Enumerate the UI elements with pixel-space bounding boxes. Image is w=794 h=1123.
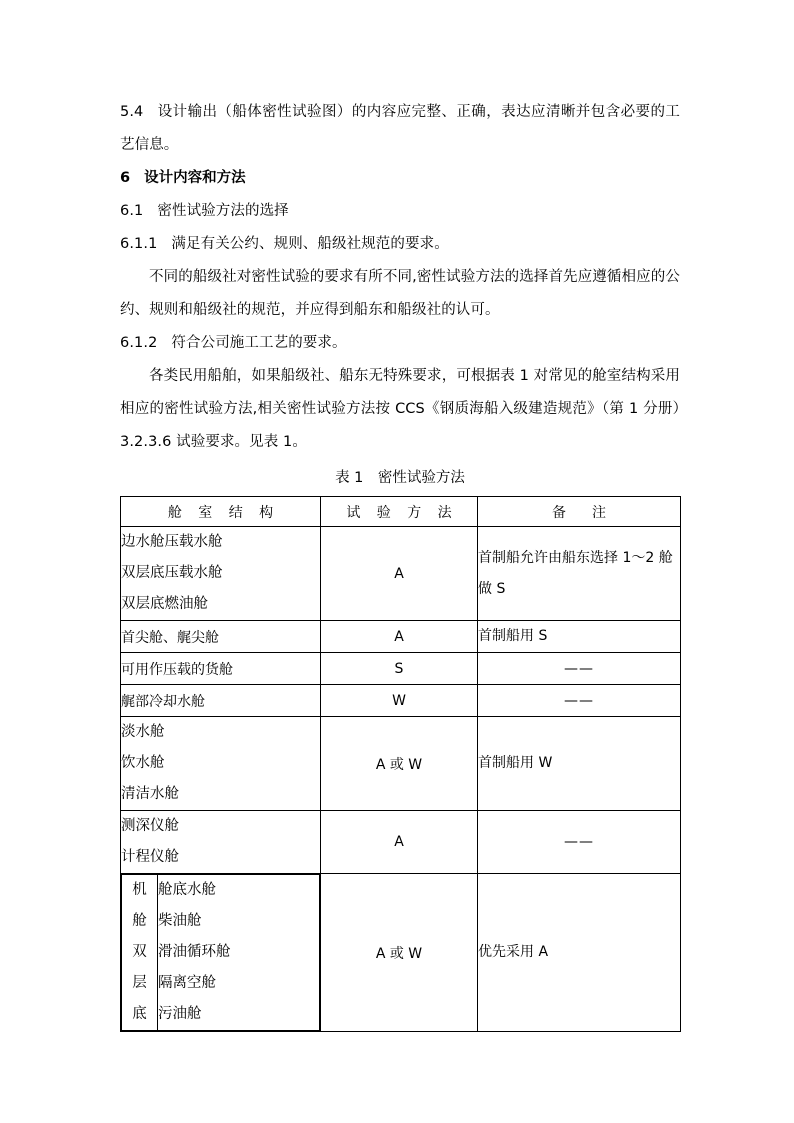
cell-method: S [321,653,478,685]
paragraph-6-1-2-number: 6.1.2 [120,335,158,351]
heading-6-number: 6 [120,170,131,186]
table-row [121,874,681,1032]
cell-structure: 可用作压载的货舱 [121,653,321,685]
structure-line: 双层底燃油舱 [121,596,208,612]
table-row [121,717,681,811]
structure-line: 测深仪舱 [121,818,179,834]
group-label-engine-room-double-bottom [122,875,158,1031]
paragraph-6-1 [120,195,680,228]
cell-method: W [321,685,478,717]
table-header-row [121,497,681,527]
paragraph-6-1-text: 密性试验方法的选择 [157,203,289,219]
heading-6 [120,162,680,195]
structure-line: 舱底水舱 [158,882,216,898]
cell-structure: 艉部冷却水舱 [121,685,321,717]
cell-note: —— [478,811,681,874]
group-label-char: 机 [132,882,147,898]
structure-line: 隔离空舱 [158,975,216,991]
cell-method: A [321,621,478,653]
group-label-char: 层 [132,975,147,991]
cell-note: 优先采用 A [478,874,681,1032]
paragraph-6-1-number: 6.1 [120,203,144,219]
group-label-char: 舱 [132,913,147,929]
paragraph-6-1-1 [120,228,680,261]
structure-line: 边水舱压载水舱 [121,534,223,550]
cell-structure [121,717,321,811]
table-row [121,685,681,717]
table-row [121,527,681,621]
cell-structure [121,811,321,874]
paragraph-6-1-1-body: 不同的船级社对密性试验的要求有所不同,密性试验方法的选择首先应遵循相应的公约、规则和船级社的规范，并应得到船东和船级社的认可。 [120,269,680,318]
cell-note: 首制船用 W [478,717,681,811]
column-header-method: 试 验 方 法 [321,497,478,527]
cell-method: A [321,527,478,621]
structure-line: 柴油舱 [158,913,202,929]
cell-note: —— [478,685,681,717]
nested-structure-table [121,874,320,1031]
cell-structure-grouped [121,874,321,1032]
paragraph-6-1-2 [120,327,680,360]
table-caption: 表 1 密性试验方法 [335,470,465,486]
cell-structure: 首尖舱、艉尖舱 [121,621,321,653]
paragraph-6-1-1-text: 满足有关公约、规则、船级社规范的要求。 [171,236,449,252]
structure-line: 淡水舱 [121,724,165,740]
paragraph-5-4-text: 设计输出（船体密性试验图）的内容应完整、正确，表达应清晰并包含必要的工艺信息。 [120,104,680,153]
table-row [121,811,681,874]
paragraph-5-4 [120,96,680,162]
structure-line: 污油舱 [158,1006,202,1022]
tightness-test-method-table [120,496,681,1032]
cell-method: A 或 W [321,874,478,1032]
paragraph-6-1-1-number: 6.1.1 [120,236,158,252]
structure-line: 滑油循环舱 [158,944,231,960]
table-row [121,621,681,653]
structure-line: 清洁水舱 [121,786,179,802]
heading-6-text: 设计内容和方法 [144,170,246,186]
grouped-structure-list [158,875,320,1031]
column-header-note: 备 注 [478,497,681,527]
table-row [121,653,681,685]
group-label-char: 双 [132,944,147,960]
cell-method: A 或 W [321,717,478,811]
cell-structure [121,527,321,621]
paragraph-6-1-2-body: 各类民用船舶，如果船级社、船东无特殊要求，可根据表 1 对常见的舱室结构采用相应的密性试验方法,相关密性试验方法按 CCS《钢质海船入级建造规范》（第 1 分册）3.2.3.6 试验要求。见表 1。 [120,368,680,450]
column-header-structure: 舱 室 结 构 [121,497,321,527]
paragraph-5-4-number: 5.4 [120,104,144,120]
structure-line: 计程仪舱 [121,849,179,865]
group-label-char: 底 [132,1006,147,1022]
cell-note: 首制船用 S [478,621,681,653]
cell-note: 首制船允许由船东选择 1～2 舱做 S [478,527,681,621]
cell-method: A [321,811,478,874]
structure-line: 双层底压载水舱 [121,565,223,581]
structure-line: 饮水舱 [121,755,165,771]
paragraph-6-1-2-text: 符合公司施工工艺的要求。 [171,335,347,351]
cell-note: —— [478,653,681,685]
